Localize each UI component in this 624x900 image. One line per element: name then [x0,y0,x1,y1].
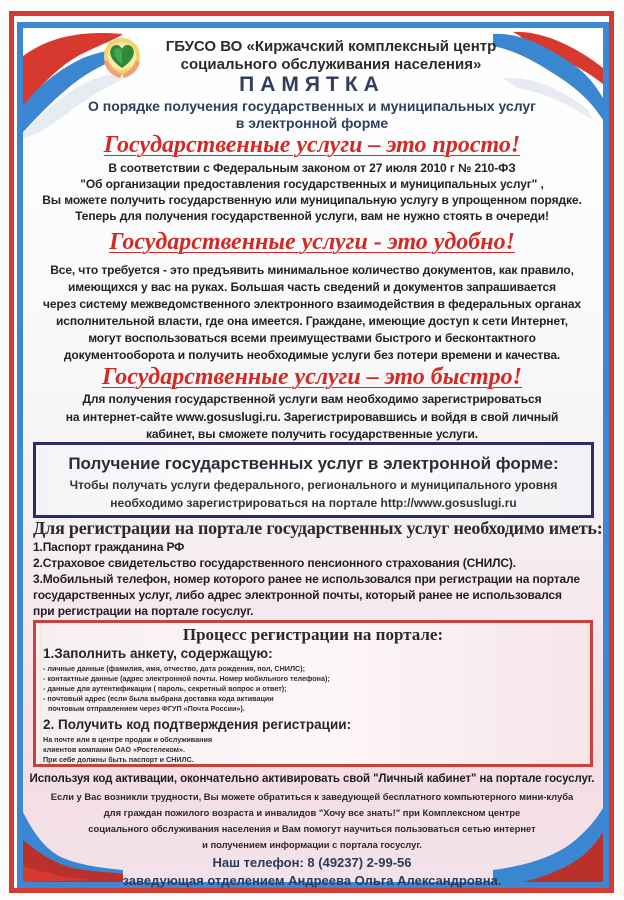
help-line: Если у Вас возникли трудности, Вы можете обратиться к заведующей бесплатного компьютерного мини-клуба [50,791,574,802]
electronic-services-line: необходимо зарегистрироваться на портале http://www.gosuslugi.ru [110,496,517,510]
paragraph-line: "Об организации предоставления государственных и муниципальных услуг" , [80,177,544,191]
manager-name: заведующая отделением Андреева Ольга Александровна. [122,873,502,888]
step-2-title: 2. Получить код подтверждения регистрации: [43,717,352,732]
paragraph-line: имеющихся у вас на руках. Большая часть сведений и документов запрашивается [67,280,556,294]
requirement-item: 1.Паспорт гражданина РФ [33,540,185,554]
slogan-fast: Государственные услуги – это быстро! [101,364,523,390]
step-1-item: - контактные данные (адрес электронной почты. Номер мобильного телефона); [43,674,330,683]
step-1-item: - личные данные (фамилия, имя, отчество, дата рождения, пол, СНИЛС); [43,664,305,673]
org-name-line-2: социального обслуживания населения» [180,56,482,73]
activation-note: Используя код активации, окончательно активировать свой "Личный кабинет" на портале госуслуг. [29,773,595,785]
paragraph-line: Все, что требуется - это предъявить минимальное количество документов, как правило, [50,263,574,277]
subtitle-line-1: О порядке получения государственных и муниципальных услуг [87,98,537,114]
step-2-item: При себе должны быть паспорт и СНИЛС. [43,755,194,764]
paragraph-line: В соответствии с Федеральным законом от 27 июля 2010 г № 210-ФЗ [108,161,516,175]
electronic-services-box [33,442,594,518]
registration-process-box [33,620,593,767]
paragraph-line: на интернет-сайте www.gosuslugi.ru. Зарегистрировавшись и войдя в свой личный [65,410,559,424]
paragraph-line: документооборота и получить необходимые услуги без потери времени и качества. [63,348,561,362]
paragraph-line: через систему межведомственного электронного взаимодействия в федеральных органах [43,297,581,311]
paragraph-line: Вы можете получить государственную или муниципальную услугу в упрощенном порядке. [42,193,582,207]
step-1-item: - почтовый адрес (если была выбрана доставка кода активации [43,694,274,703]
slogan-convenient: Государственные услуги - это удобно! [109,229,515,255]
org-name-line-1: ГБУСО ВО «Киржачский комплексный центр [165,38,497,55]
paragraph-line: могут воспользоваться всеми преимуществами быстрого и бесконтактного [88,331,536,345]
requirement-item: государственных услуг, либо адрес электронной почты, который ранее не использовался [33,588,562,602]
help-line: и получением информации с портала госуслуг. [202,839,422,850]
step-1-title: 1.Заполнить анкету, содержащую: [43,646,273,661]
requirement-item: при регистрации на портале госуслуг. [33,604,254,618]
requirements-title: Для регистрации на портале государственных услуг необходимо иметь: [33,518,603,538]
step-1-item: почтовым отправлением через ФГУП «Почта России»). [48,704,245,713]
page-title: ПАМЯТКА [239,73,385,96]
contact-phone: Наш телефон: 8 (49237) 2-99-56 [212,855,412,870]
paragraph-line: Теперь для получения государственной услуги, вам не нужно стоять в очереди! [75,209,549,223]
electronic-services-line: Чтобы получать услуги федерального, регионального и муниципального уровня [69,478,558,492]
step-2-item: На почте или в центре продаж и обслуживания [43,735,213,744]
requirement-item: 2.Страховое свидетельство государственного пенсионного страхования (СНИЛС). [33,556,516,570]
help-line: для граждан пожилого возраста и инвалидов "Хочу все знать!" при Комплексном центре [103,807,521,818]
step-2-item: клиентов компании ОАО «Ростелеком». [43,745,185,754]
help-line: социального обслуживания населения и Вам помогут научиться пользоваться сетью интернет [88,823,536,834]
paragraph-line: Для получения государственной услуги вам необходимо зарегистрироваться [82,392,542,406]
process-title: Процесс регистрации на портале: [182,625,444,644]
subtitle-line-2: в электронной форме [235,115,389,131]
requirement-item: 3.Мобильный телефон, номер которого ранее не использовался при регистрации на портале [33,572,580,586]
step-1-item: - данные для аутентификации ( пароль, секретный вопрос и ответ); [43,684,287,693]
electronic-services-title: Получение государственных услуг в электронной форме: [68,454,559,473]
paragraph-line: исполнительной власти, где она имеется. Граждане, имеющие доступ к сети Интернет, [56,314,568,328]
slogan-simple: Государственные услуги – это просто! [103,132,521,158]
paragraph-line: кабинет, вы сможете получить государственные услуги. [145,427,479,441]
